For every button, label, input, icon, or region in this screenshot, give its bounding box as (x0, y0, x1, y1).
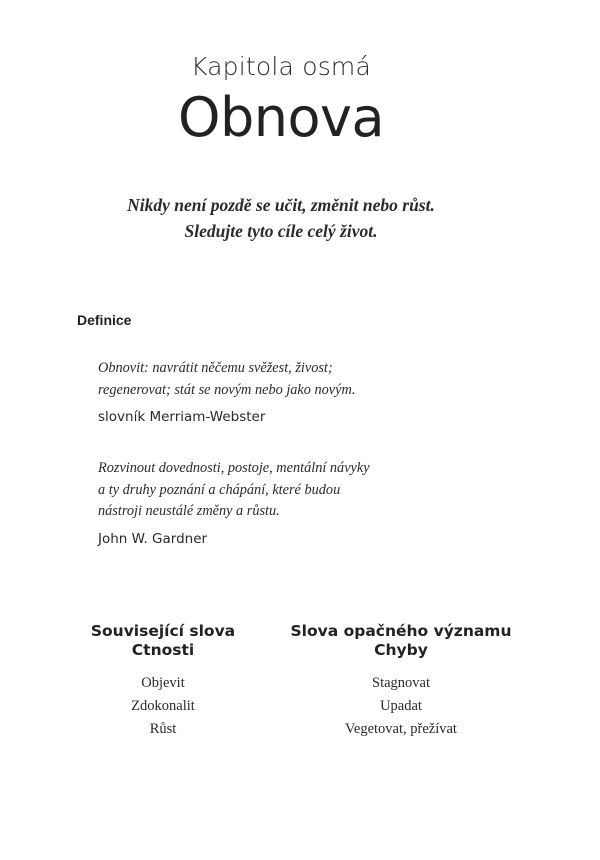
chapter-motto (0, 192, 562, 244)
quote-line: a ty druhy poznání a chápání, které budou (98, 481, 341, 498)
definition-source: John W. Gardner (98, 530, 208, 547)
quote-line: Rozvinout dovednosti, postoje, mentální návyky (98, 460, 370, 476)
quote-line: nástroji neustálé změny a růstu. (98, 503, 280, 519)
chapter-label: Kapitola osmá (191, 52, 371, 81)
list-item: Objevit (141, 675, 185, 691)
related-words-heading (38, 622, 288, 660)
definition-block (98, 358, 355, 425)
definitions-heading: Definice (77, 312, 132, 328)
opposite-words-heading (276, 622, 526, 660)
list-item: Vegetovat, přežívat (345, 721, 457, 737)
list-item: Růst (149, 721, 177, 737)
chapter-title: Obnova (177, 86, 385, 149)
opposite-words-column (276, 622, 526, 741)
heading-line: Související slova (90, 622, 236, 640)
heading-line: Chyby (374, 641, 428, 659)
definition-quote (98, 458, 370, 523)
opposite-words-list (276, 672, 526, 741)
motto-line: Nikdy není pozdě se učit, změnit nebo růst. (127, 195, 435, 215)
definition-block (98, 458, 370, 547)
related-words-column (38, 622, 288, 741)
list-item: Stagnovat (372, 675, 430, 691)
related-words-list (38, 672, 288, 741)
heading-line: Ctnosti (131, 641, 195, 659)
definition-quote (98, 358, 355, 401)
heading-line: Slova opačného významu (290, 622, 512, 640)
definition-source: slovník Merriam-Webster (98, 409, 266, 425)
motto-line: Sledujte tyto cíle celý život. (184, 221, 378, 241)
list-item: Upadat (380, 698, 422, 714)
quote-line: Obnovit: navrátit něčemu svěžest, živost; (98, 360, 333, 376)
quote-line: regenerovat; stát se novým nebo jako novým. (98, 381, 356, 398)
list-item: Zdokonalit (131, 698, 195, 714)
